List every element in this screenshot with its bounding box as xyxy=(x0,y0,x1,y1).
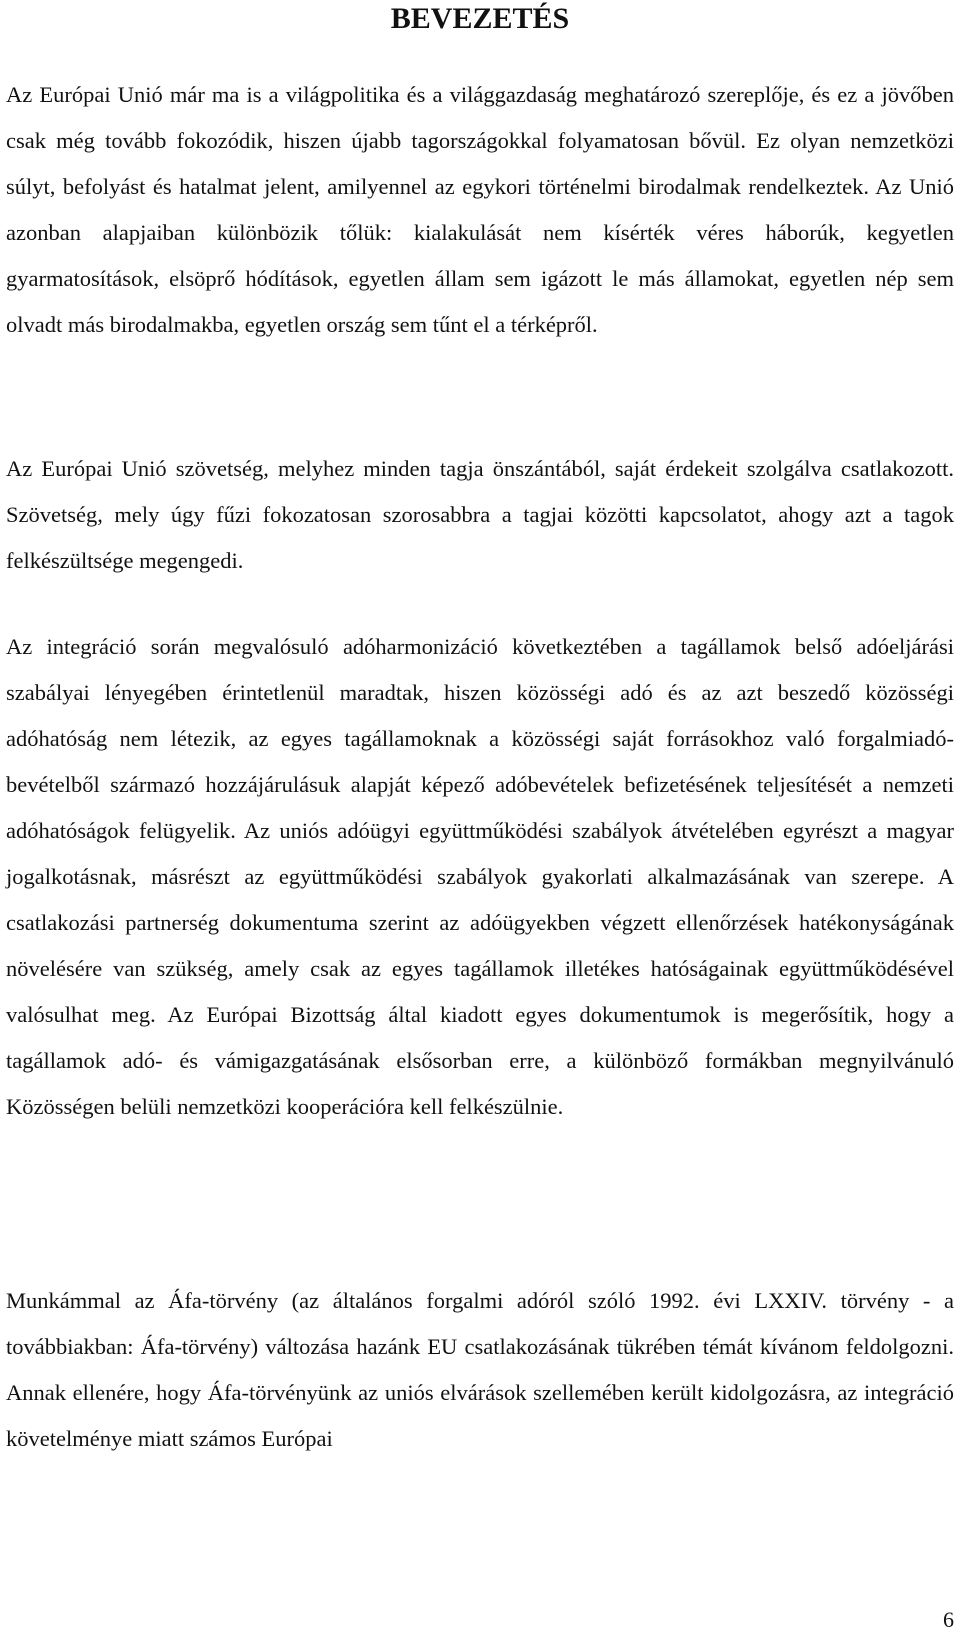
paragraph-4: Munkámmal az Áfa-törvény (az általános forgalmi adóról szóló 1992. évi LXXIV. törvény - a továbbiakban: Áfa-törvény) változása hazánk EU csatlakozásának tükrében témát kívánom feldolgozni. Annak ellenére, hogy Áfa-törvényünk az uniós elvárások szellemében került kidolgozásra, az integráció követelménye miatt számos Európai xyxy=(6,1288,954,1451)
page-title: BEVEZETÉS xyxy=(390,2,570,35)
paragraph-2: Az Európai Unió szövetség, melyhez minden tagja önszántából, saját érdekeit szolgálva csatlakozott. Szövetség, mely úgy fűzi fokozatosan szorosabbra a tagjai közötti kapcsolatot, ahogy azt a tagok felkészültsége megengedi. xyxy=(6,456,954,573)
page-number: 6 xyxy=(943,1607,954,1632)
paragraph-1: Az Európai Unió már ma is a világpolitika és a világgazdaság meghatározó szereplője, és ez a jövőben csak még tovább fokozódik, hiszen újabb tagországokkal folyamatosan bővül. Ez olyan nemzetközi súlyt, befolyást és hatalmat jelent, amilyennel az egykori történelmi birodalmak rendelkeztek. Az Unió azonban alapjaiban különbözik tőlük: kialakulását nem kísérték véres háborúk, kegyetlen gyarmatosítások, elsöprő hódítások, egyetlen állam sem igázott le más államokat, egyetlen nép sem olvadt más birodalmakba, egyetlen ország sem tűnt el a térképről. xyxy=(6,82,954,337)
paragraph-3: Az integráció során megvalósuló adóharmonizáció következtében a tagállamok belső adóeljárási szabályai lényegében érintetlenül maradtak, hiszen közösségi adó és az azt beszedő közösségi adóhatóság nem létezik, az egyes tagállamoknak a közösségi saját forrásokhoz való forgalmiadó-bevételből származó hozzájárulásuk alapját képező adóbevételek befizetésének teljesítését a nemzeti adóhatóságok felügyelik. Az uniós adóügyi együttműködési szabályok átvételében egyrészt a magyar jogalkotásnak, másrészt az együttműködési szabályok gyakorlati alkalmazásának van szerepe. A csatlakozási partnerség dokumentuma szerint az adóügyekben végzett ellenőrzések hatékonyságának növelésére van szükség, amely csak az egyes tagállamok illetékes hatóságainak együttműködésével valósulhat meg. Az Európai Bizottság által kiadott egyes dokumentumok is megerősítik, hogy a tagállamok adó- és vámigazgatásának elsősorban erre, a különböző formákban megnyilvánuló Közösségen belüli nemzetközi kooperációra kell felkészülnie. xyxy=(6,634,954,1119)
